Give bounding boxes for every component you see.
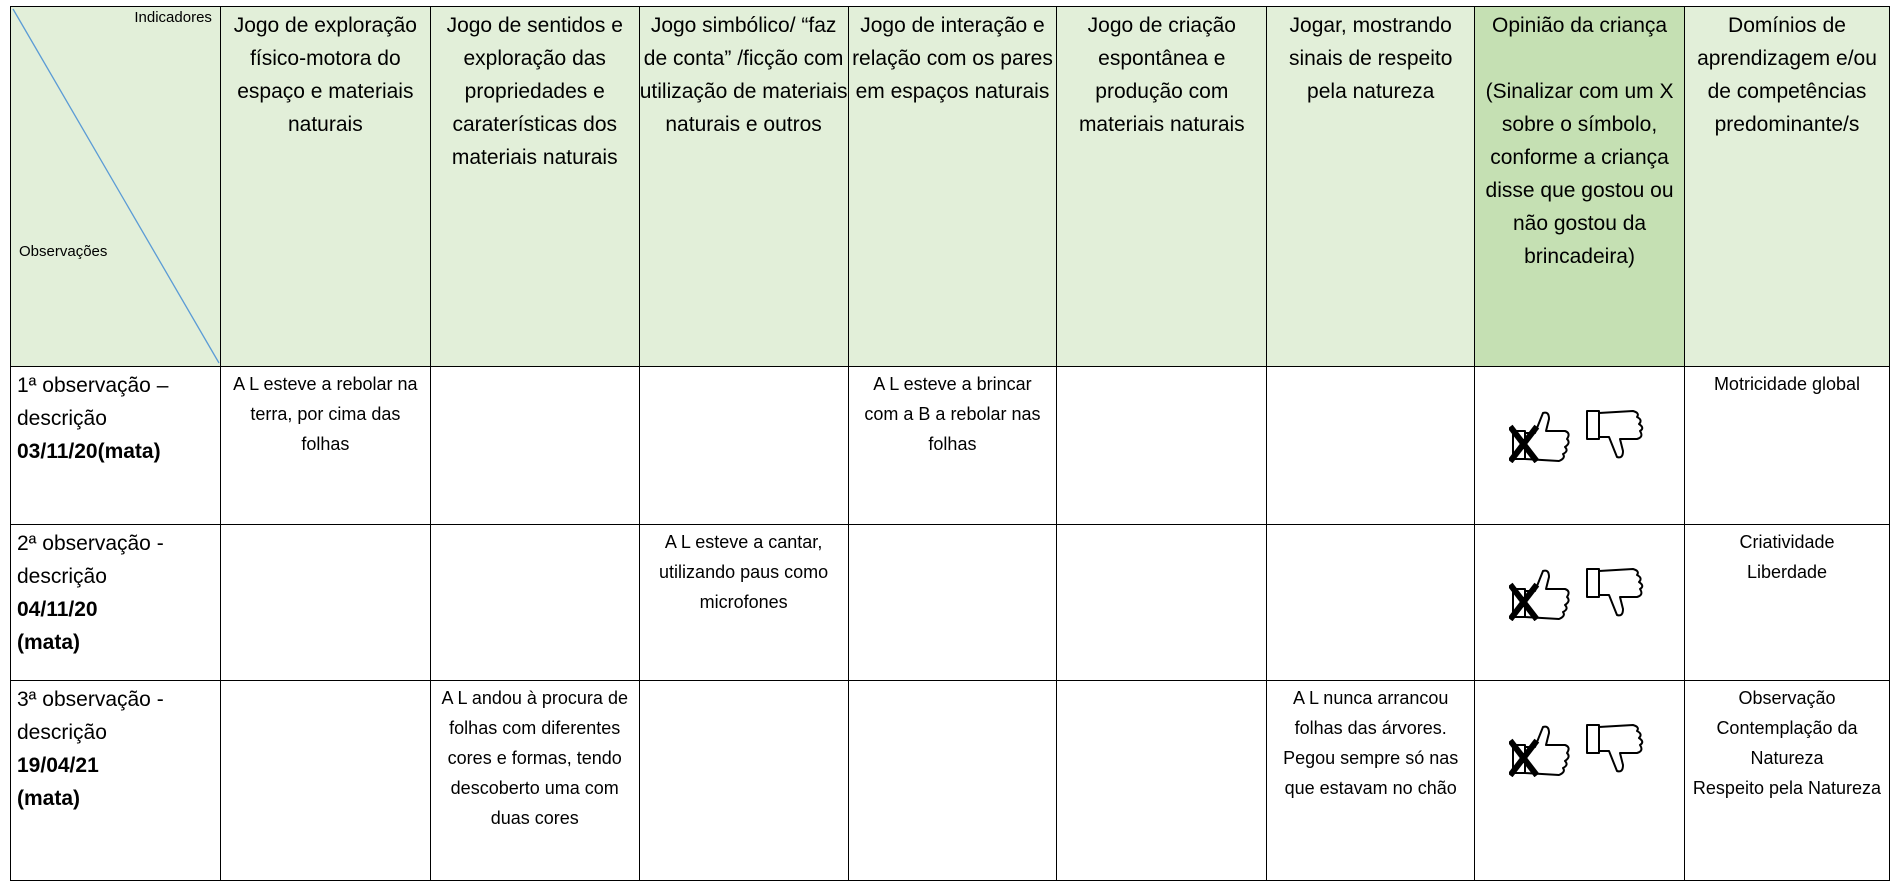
header-physical-motor: Jogo de exploração físico-motora do espaço e materiais naturais [220,7,430,367]
observation-cell [220,681,430,881]
opinion-thumbs-icon [1509,407,1649,463]
observation-cell: A L esteve a brincar com a B a rebolar nas folhas [848,367,1057,525]
opinion-thumbs-icon [1509,721,1649,777]
header-symbolic: Jogo simbólico/ “faz de conta” /ficção com utilização de materiais naturais e outros [639,7,848,367]
header-learning-domains: Domínios de aprendizagem e/ou de competências predominante/s [1684,7,1889,367]
row-label: 2ª observação - descrição 04/11/20 (mata) [11,525,221,681]
observation-row [11,681,1890,881]
observation-cell [1057,367,1267,525]
observation-cell: A L andou à procura de folhas com diferentes cores e formas, tendo descoberto uma com duas cores [430,681,639,881]
observation-row [11,525,1890,681]
domains-cell: Observação Contemplação da Natureza Respeito pela Natureza [1684,681,1889,881]
diagonal-line [11,7,220,367]
opinion-cell [1475,367,1685,525]
observation-cell: A L esteve a rebolar na terra, por cima das folhas [220,367,430,525]
opinion-thumbs-icon [1509,565,1649,621]
observation-cell [848,525,1057,681]
header-row [11,7,1890,367]
thumbs-down-icon [1587,411,1642,457]
observation-cell [430,367,639,525]
row-label: 3ª observação - descrição 19/04/21 (mata) [11,681,221,881]
observation-cell [220,525,430,681]
corner-header [11,7,221,367]
observation-cell [848,681,1057,881]
observation-cell [430,525,639,681]
header-senses: Jogo de sentidos e exploração das propriedades e caraterísticas dos materiais naturais [430,7,639,367]
observation-row [11,367,1890,525]
observation-cell [1267,367,1475,525]
observation-cell [1267,525,1475,681]
thumbs-down-icon [1587,725,1642,771]
domains-cell: Motricidade global [1684,367,1889,525]
observation-cell [639,681,848,881]
header-child-opinion: Opinião da criança (Sinalizar com um X sobre o símbolo, conforme a criança disse que gostou ou não gostou da brincadeira) [1475,7,1685,367]
observations-label: Observações [19,243,108,260]
indicators-label: Indicadores [134,9,212,26]
header-interaction: Jogo de interação e relação com os pares em espaços naturais [848,7,1057,367]
header-respect-nature: Jogar, mostrando sinais de respeito pela natureza [1267,7,1475,367]
x-mark-icon [1512,587,1535,617]
observation-cell [639,367,848,525]
observation-cell [1057,525,1267,681]
thumbs-down-icon [1587,569,1642,615]
x-mark-icon [1512,743,1535,773]
opinion-cell [1475,681,1685,881]
header-creation: Jogo de criação espontânea e produção com materiais naturais [1057,7,1267,367]
opinion-cell [1475,525,1685,681]
observation-cell: A L nunca arrancou folhas das árvores. Pegou sempre só nas que estavam no chão [1267,681,1475,881]
domains-cell: Criatividade Liberdade [1684,525,1889,681]
row-label: 1ª observação – descrição 03/11/20(mata) [11,367,221,525]
observation-grid [10,6,1890,881]
observation-cell [1057,681,1267,881]
x-mark-icon [1512,429,1535,459]
observation-cell: A L esteve a cantar, utilizando paus como microfones [639,525,848,681]
